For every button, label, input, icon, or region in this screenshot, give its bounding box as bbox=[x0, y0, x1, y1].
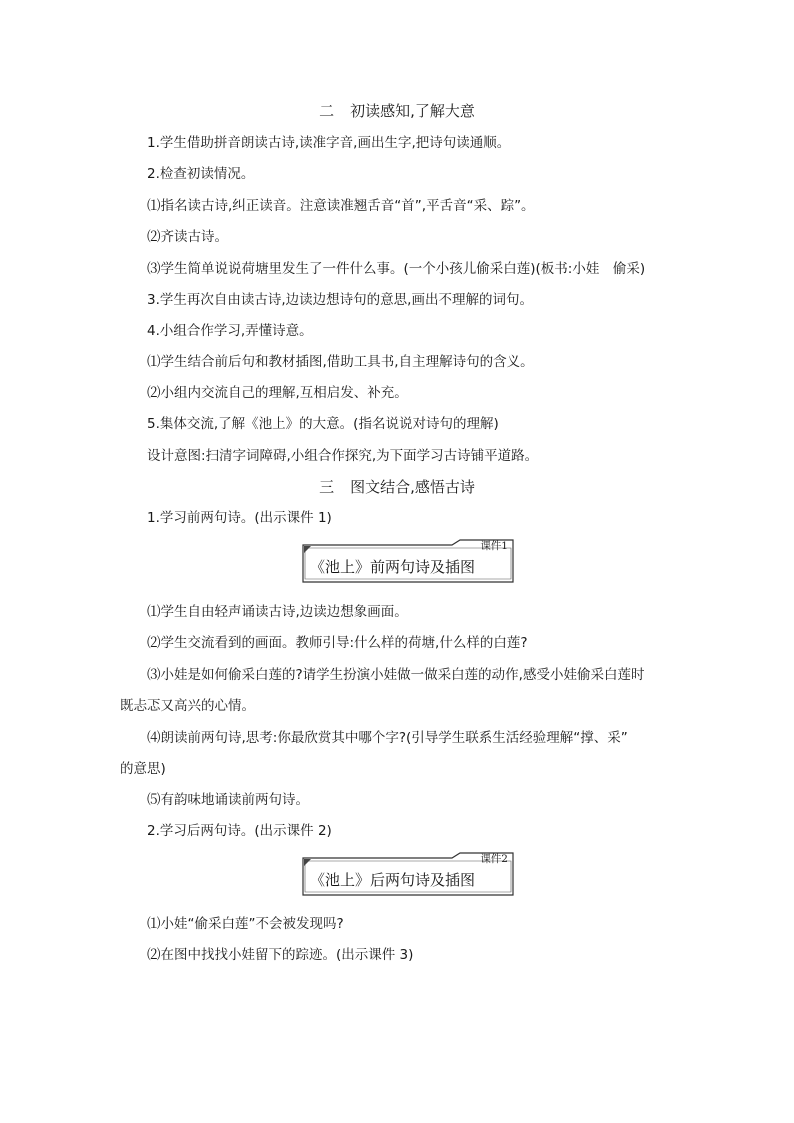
section-number: 二 bbox=[319, 102, 335, 120]
courseware-card-2 bbox=[302, 852, 514, 896]
courseware-tag: 课件2 bbox=[480, 853, 508, 865]
section-title: 图文结合,感悟古诗 bbox=[350, 478, 475, 496]
paragraph-line: 3.学生再次自由读古诗,边读边想诗句的意思,画出不理解的词句。 bbox=[147, 292, 533, 308]
paragraph-line: 既忐忑又高兴的心情。 bbox=[120, 698, 255, 714]
paragraph-line: 5.集体交流,了解《池上》的大意。(指名说说对诗句的理解) bbox=[147, 416, 499, 432]
paragraph-line: 2.学习后两句诗。(出示课件 2) bbox=[147, 823, 332, 839]
paragraph-line: ⑴学生结合前后句和教材插图,借助工具书,自主理解诗句的含义。 bbox=[147, 354, 534, 370]
courseware-card-1 bbox=[302, 539, 514, 583]
section-heading-3 bbox=[0, 477, 794, 497]
paragraph-line: 2.检查初读情况。 bbox=[147, 166, 255, 182]
paragraph-line: ⑶小娃是如何偷采白莲的?请学生扮演小娃做一做采白莲的动作,感受小娃偷采白莲时 bbox=[147, 667, 645, 683]
paragraph-line: 1.学生借助拼音朗读古诗,读准字音,画出生字,把诗句读通顺。 bbox=[147, 135, 511, 151]
paragraph-line: ⑴指名读古诗,纠正读音。注意读准翘舌音“首”,平舌音“采、踪”。 bbox=[147, 198, 535, 214]
paragraph-line: ⑵齐读古诗。 bbox=[147, 229, 228, 245]
design-intent-note: 设计意图:扫清字词障碍,小组合作探究,为下面学习古诗铺平道路。 bbox=[147, 448, 539, 464]
section-number: 三 bbox=[319, 478, 335, 496]
courseware-tag: 课件1 bbox=[480, 540, 508, 552]
paragraph-line: ⑵小组内交流自己的理解,互相启发、补充。 bbox=[147, 385, 408, 401]
courseware-title: 《池上》前两句诗及插图 bbox=[310, 558, 476, 576]
paragraph-line: ⑶学生简单说说荷塘里发生了一件什么事。(一个小孩儿偷采白莲)(板书:小娃 偷采) bbox=[147, 261, 646, 277]
paragraph-line: ⑵在图中找找小娃留下的踪迹。(出示课件 3) bbox=[147, 947, 414, 963]
section-heading-2 bbox=[0, 101, 794, 121]
paragraph-line: ⑴学生自由轻声诵读古诗,边读边想象画面。 bbox=[147, 604, 408, 620]
paragraph-line: ⑵学生交流看到的画面。教师引导:什么样的荷塘,什么样的白莲? bbox=[147, 635, 528, 651]
paragraph-line: 的意思) bbox=[120, 761, 166, 777]
paragraph-line: ⑸有韵味地诵读前两句诗。 bbox=[147, 792, 309, 808]
paragraph-line: ⑷朗读前两句诗,思考:你最欣赏其中哪个字?(引导学生联系生活经验理解“撑、采” bbox=[147, 730, 628, 746]
paragraph-line: ⑴小娃“偷采白莲”不会被发现吗? bbox=[147, 916, 344, 932]
paragraph-line: 1.学习前两句诗。(出示课件 1) bbox=[147, 510, 332, 526]
courseware-title: 《池上》后两句诗及插图 bbox=[310, 871, 476, 889]
section-title: 初读感知,了解大意 bbox=[350, 102, 475, 120]
paragraph-line: 4.小组合作学习,弄懂诗意。 bbox=[147, 323, 313, 339]
